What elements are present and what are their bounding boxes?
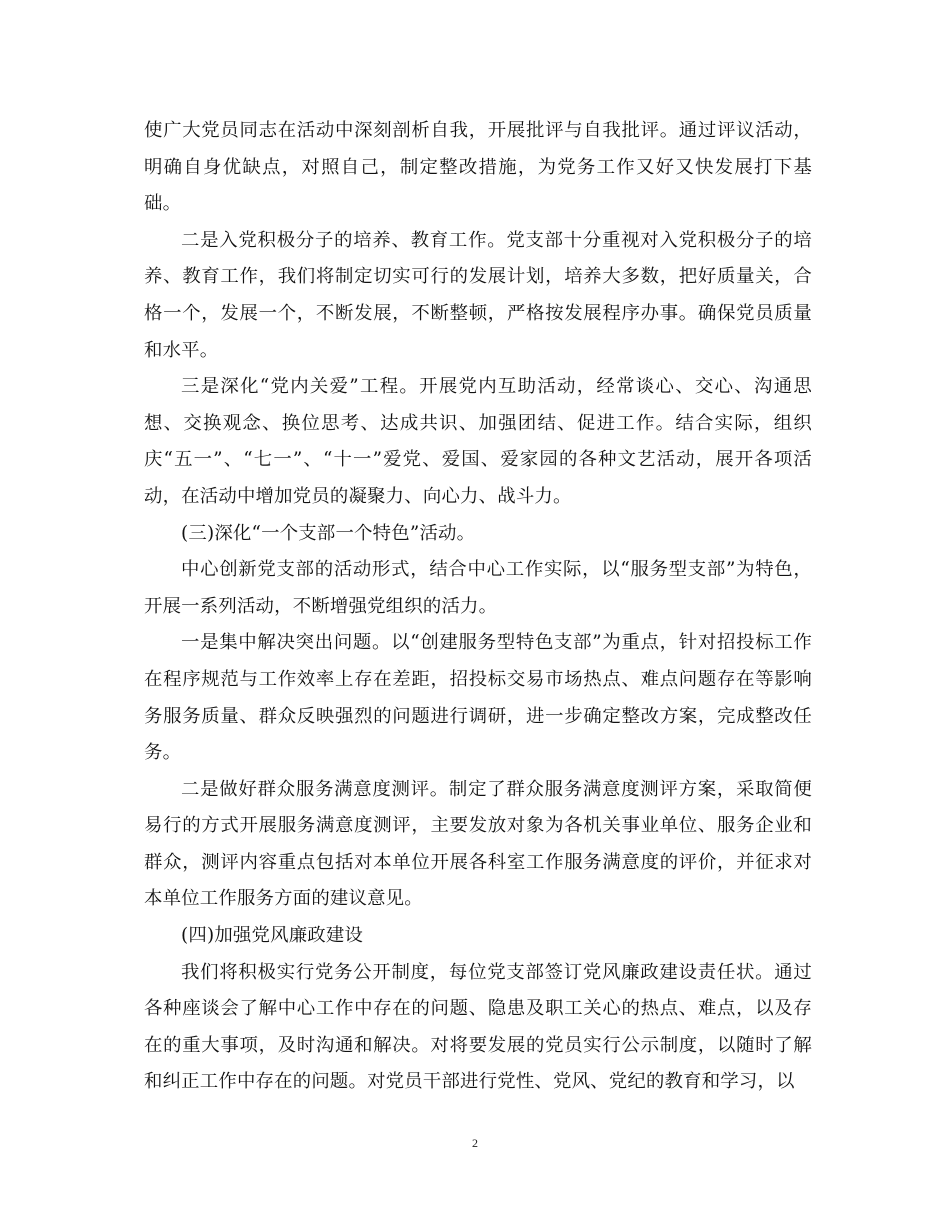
paragraph: 使广大党员同志在活动中深刻剖析自我，开展批评与自我批评。通过评议活动，明确自身优缺点，对照自己，制定整改措施，为党务工作又好又快发展打下基础。 — [144, 120, 812, 215]
paragraph: 一是集中解决突出问题。以“创建服务型特色支部”为重点，针对招投标工作在程序规范与工作效率上存在差距，招投标交易市场热点、难点问题存在等影响务服务质量、群众反映强烈的问题进行调研，进一步确定整改方案，完成整改任务。 — [144, 632, 812, 764]
section-heading: (三)深化“一个支部一个特色”活动。 — [181, 522, 476, 544]
paragraph: 二是做好群众服务满意度测评。制定了群众服务满意度测评方案，采取简便易行的方式开展服务满意度测评，主要发放对象为各机关事业单位、服务企业和群众，测评内容重点包括对本单位开展各科室工作服务满意度的评价，并征求对本单位工作服务方面的建议意见。 — [144, 778, 812, 910]
section-heading: (四)加强党风廉政建设 — [181, 925, 364, 947]
page-number: 2 — [472, 1136, 478, 1150]
document-body — [144, 113, 812, 1101]
paragraph: 三是深化“党内关爱”工程。开展党内互助活动，经常谈心、交心、沟通思想、交换观念、换位思考、达成共识、加强团结、促进工作。结合实际，组织庆“五一”、“七一”、“十一”爱党、爱国、爱家园的各种文艺活动，展开各项活动，在活动中增加党员的凝聚力、向心力、战斗力。 — [144, 376, 812, 507]
paragraph: 我们将积极实行党务公开制度，每位党支部签订党风廉政建设责任状。通过各种座谈会了解中心工作中存在的问题、隐患及职工关心的热点、难点，以及存在的重大事项，及时沟通和解决。对将要发展的党员实行公示制度，以随时了解和纠正工作中存在的问题。对党员干部进行党性、党风、党纪的教育和学习，以 — [144, 961, 812, 1093]
paragraph: 中心创新党支部的活动形式，结合中心工作实际，以“服务型支部”为特色，开展一系列活动，不断增强党组织的活力。 — [144, 559, 812, 617]
paragraph: 二是入党积极分子的培养、教育工作。党支部十分重视对入党积极分子的培养、教育工作，我们将制定切实可行的发展计划，培养大多数，把好质量关，合格一个，发展一个，不断发展，不断整顿，严格按发展程序办事。确保党员质量和水平。 — [144, 229, 812, 361]
